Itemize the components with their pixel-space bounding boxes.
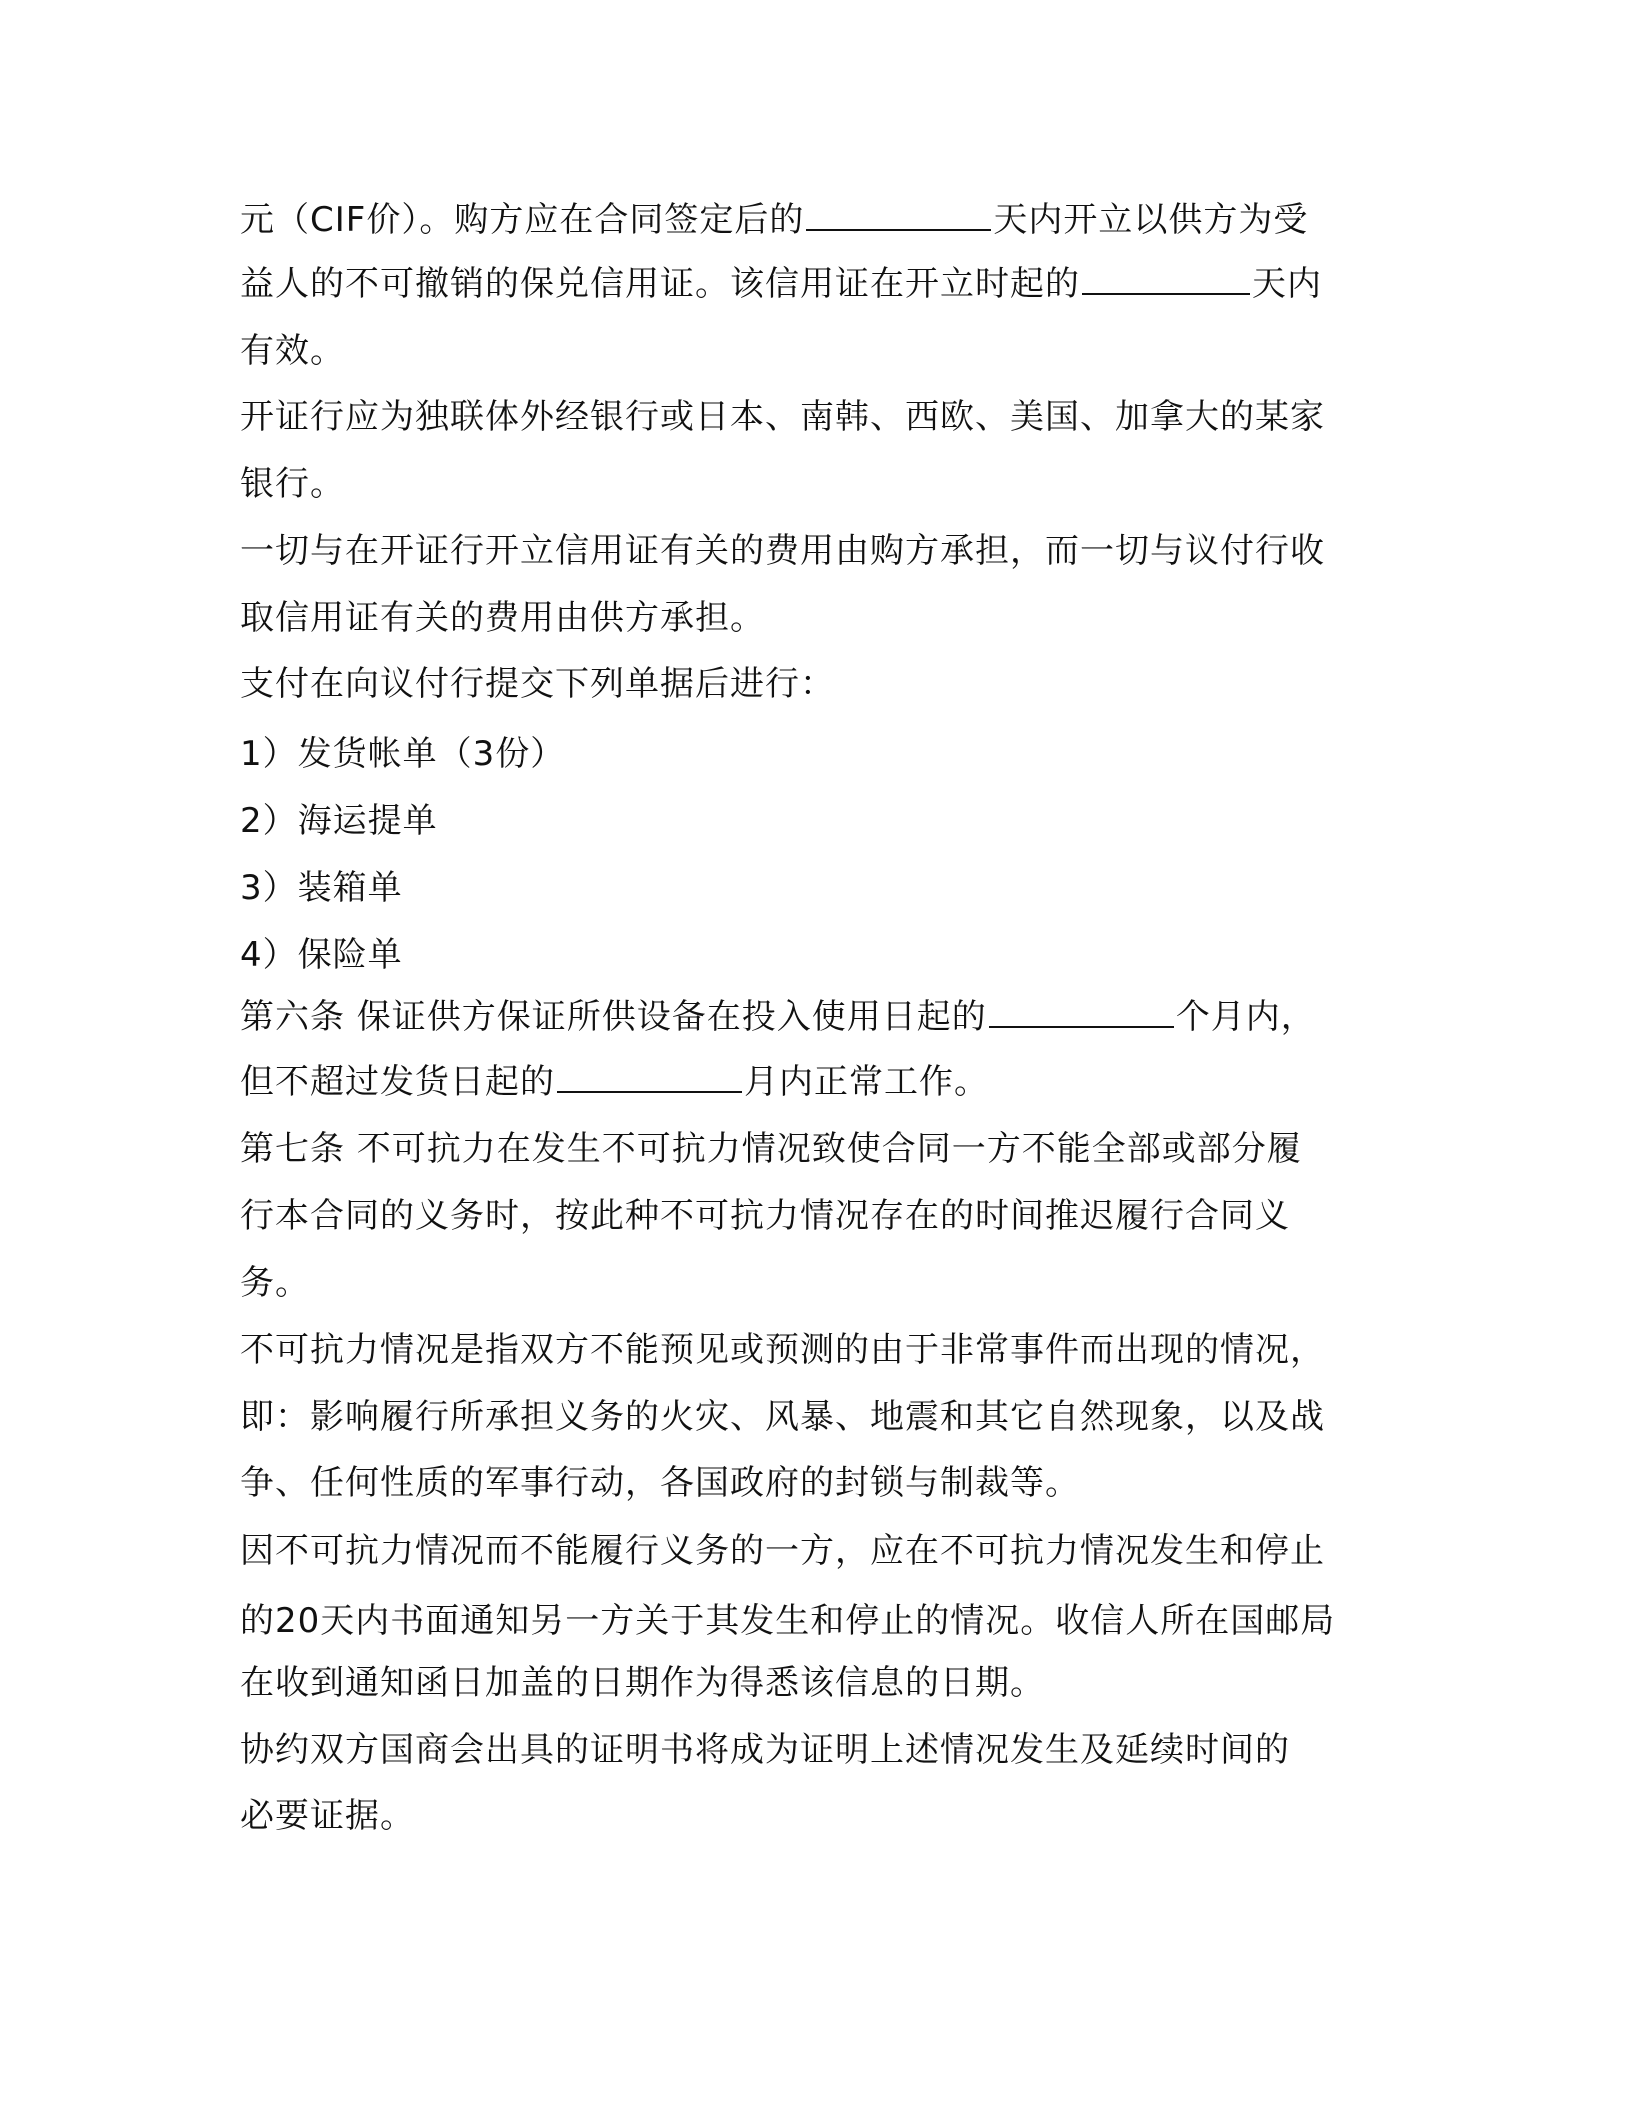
text-segment: 元（CIF价）。购方应在合同签定后的 — [240, 200, 805, 240]
text-segment: 行本合同的义务时，按此种不可抗力情况存在的时间推迟履行合同义 — [240, 1196, 1290, 1236]
text-line — [240, 460, 345, 508]
text-line — [240, 660, 835, 708]
text-segment: 但不超过发货日起的 — [240, 1062, 555, 1102]
text-line — [240, 527, 1325, 575]
text-segment: 争、任何性质的军事行动，各国政府的封锁与制裁等。 — [240, 1463, 1080, 1503]
text-segment: 2）海运提单 — [240, 801, 438, 841]
text-line — [240, 1326, 1325, 1374]
text-segment: 1）发货帐单（3份） — [240, 734, 566, 774]
text-line — [240, 1192, 1290, 1240]
text-segment: 即：影响履行所承担义务的火灾、风暴、地震和其它自然现象，以及战 — [240, 1397, 1325, 1437]
fill-in-blank — [989, 996, 1174, 1028]
text-line — [240, 1259, 310, 1307]
text-line — [240, 1527, 1325, 1575]
text-segment: 务。 — [240, 1263, 310, 1303]
list-item — [240, 730, 565, 778]
text-line — [240, 196, 1308, 244]
fill-in-blank — [806, 199, 991, 231]
text-segment: 第六条 保证供方保证所供设备在投入使用日起的 — [240, 997, 987, 1037]
text-segment: 4）保险单 — [240, 935, 403, 975]
text-segment: 银行。 — [240, 464, 345, 504]
text-segment: 个月内， — [1175, 997, 1316, 1037]
text-segment: 第七条 不可抗力在发生不可抗力情况致使合同一方不能全部或部分履 — [240, 1129, 1302, 1169]
text-line — [240, 993, 1316, 1041]
text-segment: 一切与在开证行开立信用证有关的费用由购方承担，而一切与议付行收 — [240, 531, 1325, 571]
list-item — [240, 797, 438, 845]
fill-in-blank — [557, 1061, 742, 1093]
text-segment: 必要证据。 — [240, 1796, 415, 1836]
text-line — [240, 1597, 1335, 1645]
text-line — [240, 1393, 1325, 1441]
text-segment: 在收到通知函日加盖的日期作为得悉该信息的日期。 — [240, 1663, 1045, 1703]
text-line — [240, 327, 345, 375]
text-segment: 不可抗力情况是指双方不能预见或预测的由于非常事件而出现的情况， — [240, 1330, 1325, 1370]
text-line — [240, 1459, 1080, 1507]
text-segment: 3）装箱单 — [240, 868, 403, 908]
text-line — [240, 594, 765, 642]
text-line — [240, 393, 1325, 441]
text-line — [240, 1058, 989, 1106]
text-segment: 有效。 — [240, 331, 345, 371]
text-segment: 支付在向议付行提交下列单据后进行： — [240, 664, 835, 704]
list-item — [240, 931, 403, 979]
text-segment: 开证行应为独联体外经银行或日本、南韩、西欧、美国、加拿大的某家 — [240, 397, 1325, 437]
text-line — [240, 260, 1322, 308]
text-line — [240, 1659, 1045, 1707]
list-item — [240, 864, 403, 912]
text-segment: 天内开立以供方为受 — [993, 200, 1309, 240]
text-segment: 因不可抗力情况而不能履行义务的一方，应在不可抗力情况发生和停止 — [240, 1531, 1325, 1571]
text-segment: 的20天内书面通知另一方关于其发生和停止的情况。收信人所在国邮局 — [240, 1601, 1336, 1641]
text-line — [240, 1125, 1302, 1173]
text-line — [240, 1792, 415, 1840]
text-segment: 天内 — [1252, 264, 1322, 304]
text-segment: 取信用证有关的费用由供方承担。 — [240, 598, 765, 638]
text-segment: 协约双方国商会出具的证明书将成为证明上述情况发生及延续时间的 — [240, 1730, 1290, 1770]
text-segment: 益人的不可撤销的保兑信用证。该信用证在开立时起的 — [240, 264, 1080, 304]
text-segment: 月内正常工作。 — [744, 1062, 989, 1102]
fill-in-blank — [1082, 263, 1250, 295]
text-line — [240, 1726, 1290, 1774]
